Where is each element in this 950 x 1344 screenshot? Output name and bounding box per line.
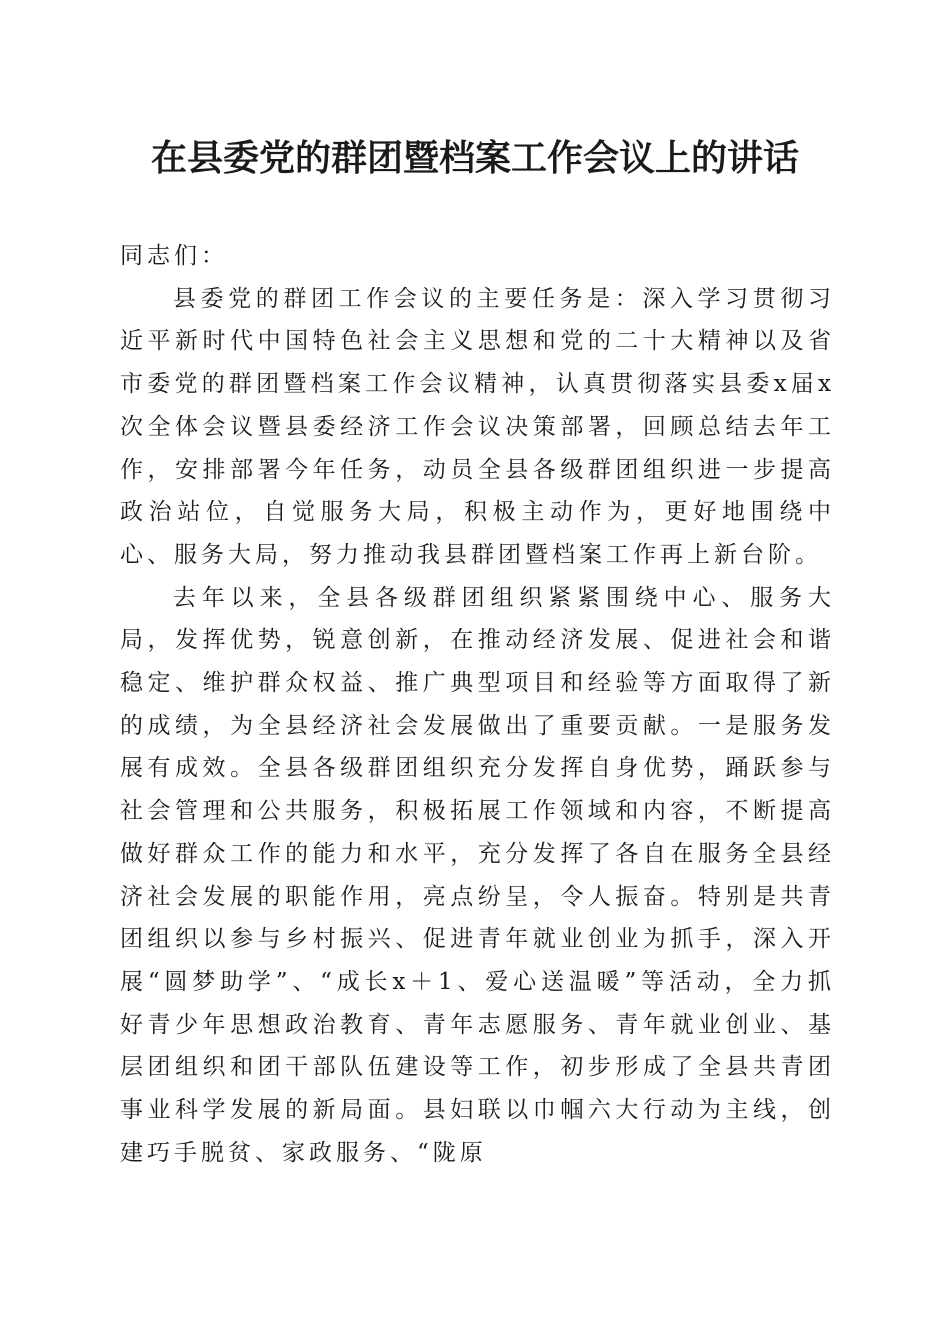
paragraph-2: 去年以来，全县各级群团组织紧紧围绕中心、服务大局，发挥优势，锐意创新，在推动经济发展、促进社会和谐稳定、维护群众权益、推广典型项目和经验等方面取得了新的成绩，为全县经济社会发展做出了重要贡献。一是服务发展有成效。全县各级群团组织充分发挥自身优势，踊跃参与社会管理和公共服务，积极拓展工作领域和内容，不断提高做好群众工作的能力和水平，充分发挥了各自在服务全县经济社会发展的职能作用，亮点纷呈，令人振奋。特别是共青团组织以参与乡村振兴、促进青年就业创业为抓手，深入开展“圆梦助学”、“成长x＋1、爱心送温暖”等活动，全力抓好青少年思想政治教育、青年志愿服务、青年就业创业、基层团组织和团干部队伍建设等工作，初步形成了全县共青团事业科学发展的新局面。县妇联以巾帼六大行动为主线，创建巧手脱贫、家政服务、“陇原 [120, 584, 835, 1166]
salutation: 同志们： [120, 243, 228, 269]
paragraph-1: 县委党的群团工作会议的主要任务是：深入学习贯彻习近平新时代中国特色社会主义思想和党的二十大精神以及省市委党的群团暨档案工作会议精神，认真贯彻落实县委x届x次全体会议暨县委经济工作会议决策部署，回顾总结去年工作，安排部署今年任务，动员全县各级群团组织进一步提高政治站位，自觉服务大局，积极主动作为，更好地围绕中心、服务大局，努力推动我县群团暨档案工作再上新台阶。 [120, 285, 835, 568]
document-title: 在县委党的群团暨档案工作会议上的讲话 [150, 137, 799, 179]
document-body [120, 235, 835, 1174]
